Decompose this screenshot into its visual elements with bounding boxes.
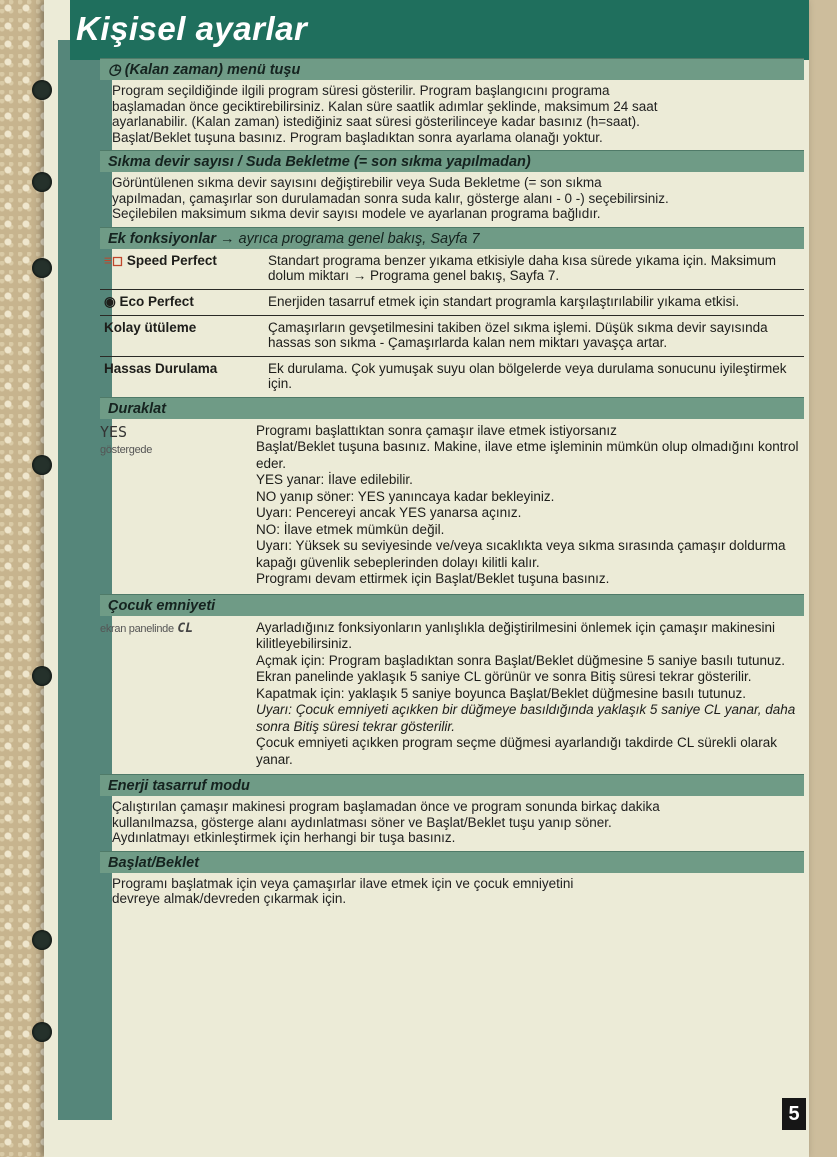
eco-icon: ◉: [104, 293, 120, 309]
text-line: ayarlanabilir. (Kalan zaman) istediğiniz saat süresi gösterilinceye kadar basınız (h=saat).: [112, 114, 640, 129]
side-note: [100, 620, 256, 769]
text-line: devreye almak/devreden çıkarmak için.: [112, 891, 347, 906]
binder-hole: [32, 666, 52, 686]
text-line: Çalıştırılan çamaşır makinesi program başlamadan önce ve program sonunda birkaç dakika: [112, 799, 660, 814]
binder-hole: [32, 455, 52, 475]
table-row: [100, 249, 804, 290]
section-heading-cocuk: Çocuk emniyeti: [100, 594, 804, 616]
text-line: Programı devam ettirmek için Başlat/Beklet tuşuna basınız.: [256, 571, 610, 586]
section-heading-ek: Ek fonksiyonlar → ayrıca programa genel bakış, Sayfa 7: [100, 227, 804, 249]
row-text: Enerjiden tasarruf etmek için standart programla karşılaştırılabilir yıkama etkisi.: [268, 293, 740, 309]
row-label: Kolay ütüleme: [104, 319, 197, 335]
section-heading-kalan: ◷ (Kalan zaman) menü tuşu: [100, 58, 804, 80]
section-text: [256, 423, 804, 588]
binder-hole: [32, 258, 52, 278]
binder-hole: [32, 930, 52, 950]
text-line: Uyarı: Pencereyi ancak YES yanarsa açınız.: [256, 505, 522, 520]
table-row: [100, 290, 804, 316]
section-heading-duraklat: Duraklat: [100, 397, 804, 419]
section-body-baslat: [100, 873, 804, 912]
table-row: [100, 357, 804, 397]
section-body-cocuk: [100, 616, 804, 775]
table-row: [100, 316, 804, 357]
row-label: ◉ Eco Perfect: [104, 293, 194, 309]
text-line: NO: İlave etmek mümkün değil.: [256, 521, 445, 537]
section-body-sikma: [100, 172, 804, 227]
clock-icon: ◷: [108, 62, 125, 78]
text-line: Başlat/Beklet tuşuna basınız. Makine, ilave etme işleminin mümkün olup olmadığını kontrol eder.: [256, 439, 799, 471]
heading-sub: → ayrıca programa genel bakış, Sayfa 7: [220, 230, 480, 247]
text-line: Açmak için: Program başladıktan sonra Başlat/Beklet düğmesine 5 saniye basılı tutunuz. Ekran panelinde yaklaşık 5 saniye CL görünür ve sonra Bitiş süresi tekrar gösterilir.: [256, 652, 786, 684]
content: [100, 58, 804, 912]
text-line: Programı başlatmak için veya çamaşırlar ilave etmek için ve çocuk emniyetini: [112, 875, 574, 891]
ek-table: [100, 249, 804, 397]
section-body-enerji: [100, 796, 804, 851]
text-line: Seçilebilen maksimum sıkma devir sayısı modele ve ayarlanan programa bağlıdır.: [112, 206, 601, 221]
text-line: Aydınlatmayı etkinleştirmek için herhangi bir tuşa basınız.: [112, 830, 456, 845]
row-text: Standart programa benzer yıkama etkisiyle daha kısa sürede yıkama için. Maksimum dolum miktarı → Programa genel bakış, Sayfa 7.: [268, 252, 776, 283]
section-body-duraklat: [100, 419, 804, 594]
side-note: [100, 423, 256, 588]
page-number: 5: [782, 1098, 806, 1130]
row-text: Çamaşırların gevşetilmesini takiben özel sıkma işlemi. Düşük sıkma devir sayısında hassas son sıkma - Çamaşırlarda kalan nem miktarı yavaşça artar.: [268, 319, 768, 350]
row-label: Hassas Durulama: [104, 360, 218, 376]
text-line: Başlat/Beklet tuşuna basınız. Program başladıktan sonra ayarlama olanağı yoktur.: [112, 129, 603, 145]
text-line: NO yanıp söner: YES yanıncaya kadar bekleyiniz.: [256, 488, 555, 504]
text-line: kullanılmazsa, gösterge alanı aydınlatması söner ve Başlat/Beklet tuşu yanıp söner.: [112, 814, 612, 830]
display-code: CL: [177, 620, 194, 636]
text-line: Uyarı: Yüksek su seviyesinde ve/veya sıcaklıkta veya sıkma sırasında çamaşır doldurma kapağı güvenlik sebeplerinden dolayı kilitli kalır.: [256, 538, 786, 570]
text-line: başlamadan önce geciktirebilirsiniz. Kalan süre saatlik adımlar şeklinde, maksimum 24 saat: [112, 98, 658, 114]
side-note-text: göstergede: [100, 443, 153, 456]
binder-hole: [32, 1022, 52, 1042]
binder-hole: [32, 80, 52, 100]
text-line: yapılmadan, çamaşırlar son durulamadan sonra suda kalır, gösterge alanı - 0 -) seçebilirsiniz.: [112, 190, 669, 206]
binder-hole: [32, 172, 52, 192]
section-body-kalan: [100, 80, 804, 150]
text-line: Çocuk emniyeti açıkken program seçme düğmesi ayarlandığı takdirde CL sürekli olarak yanar.: [256, 735, 777, 767]
text-line: Görüntülenen sıkma devir sayısını değiştirebilir veya Suda Bekletme (= son sıkma: [112, 175, 602, 190]
text-line: Kapatmak için: yaklaşık 5 saniye boyunca Başlat/Beklet düğmesine basılı tutunuz.: [256, 685, 747, 701]
section-heading-sikma: Sıkma devir sayısı / Suda Bekletme (= son sıkma yapılmadan): [100, 150, 804, 172]
section-heading-baslat: Başlat/Beklet: [100, 851, 804, 873]
text-line: YES yanar: İlave edilebilir.: [256, 472, 413, 487]
text-line: Programı başlattıktan sonra çamaşır ilave etmek istiyorsanız: [256, 422, 617, 438]
page-title: Kişisel ayarlar: [76, 10, 308, 47]
row-label: ≡◻ Speed Perfect: [104, 252, 217, 268]
section-heading-enerji: Enerji tasarruf modu: [100, 774, 804, 796]
text-line: Uyarı: Çocuk emniyeti açıkken bir düğmeye basıldığında yaklaşık 5 saniye CL yanar, daha sonra Bitiş süresi tekrar gösterilir.: [256, 702, 796, 734]
row-text: Ek durulama. Çok yumuşak suyu olan bölgelerde veya durulama sonucunu iyileştirmek için.: [268, 360, 787, 391]
section-text: [256, 620, 804, 769]
text-line: Program seçildiğinde ilgili program süresi gösterilir. Program başlangıcını programa: [112, 83, 610, 98]
speed-icon: ≡◻: [104, 252, 127, 268]
side-note-text: ekran panelinde: [100, 622, 174, 635]
text-line: Ayarladığınız fonksiyonların yanlışlıkla değiştirilmesini önlemek için çamaşır makinesini kilitleyebilirsiniz.: [256, 619, 775, 651]
display-code: YES: [100, 422, 128, 441]
